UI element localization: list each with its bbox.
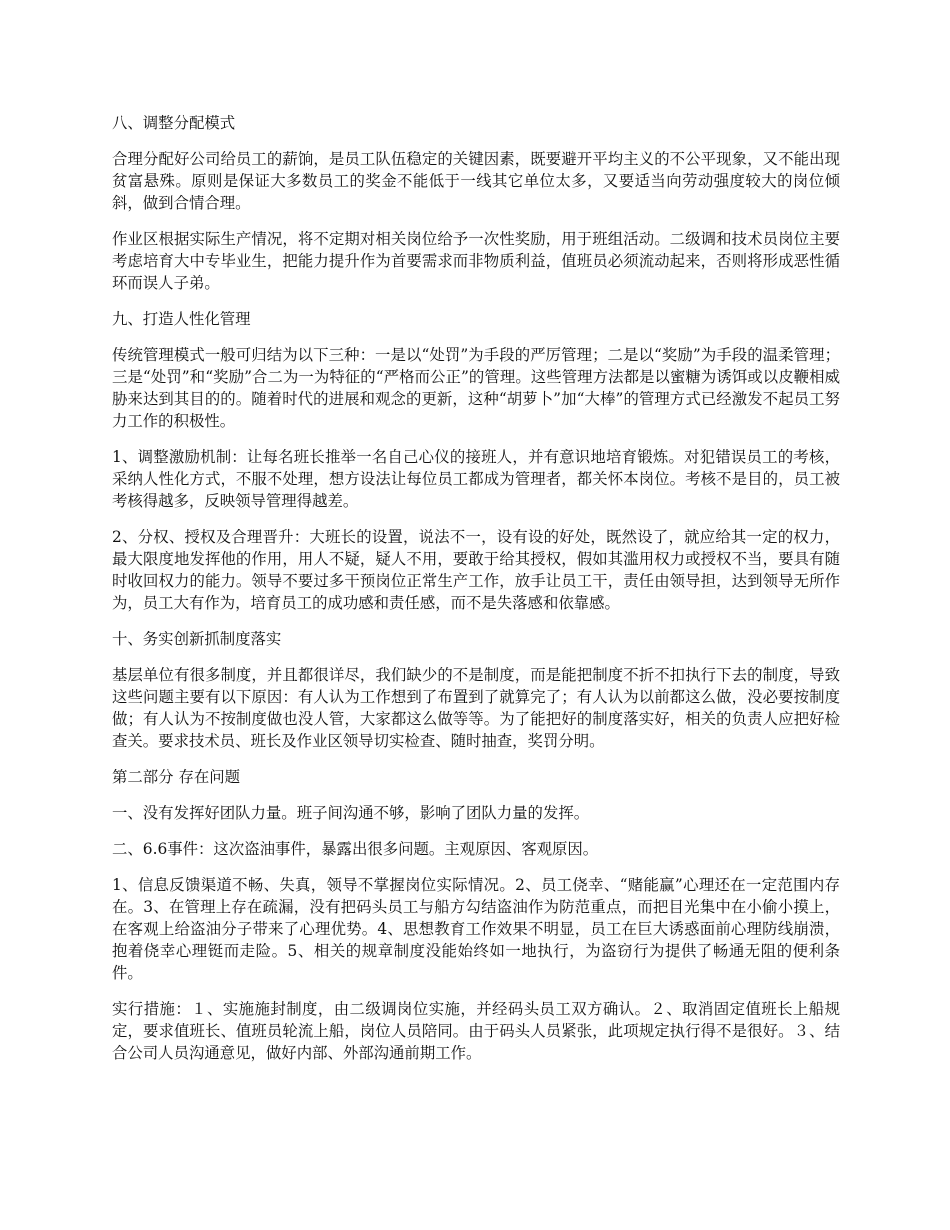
paragraph-salary-distribution: 合理分配好公司给员工的薪饷，是员工队伍稳定的关键因素，既要避开平均主义的不公平现象，又不能出现贫富悬殊。原则是保证大多数员工的奖金不能低于一线其它单位太多，又要适当向劳动强度较大的岗位倾斜，做到合情合理。 bbox=[112, 150, 840, 212]
paragraph-delegation: 2、分权、授权及合理晋升：大班长的设置，说法不一，设有设的好处，既然设了，就应给其一定的权力，最大限度地发挥他的作用，用人不疑，疑人不用，要敢于给其授权，假如其滥用权力或授权不当，要具有随时收回权力的能力。领导不要过多干预岗位正常生产工作，放手让员工干，责任由领导担，达到领导无所作为，员工大有作为，培育员工的成功感和责任感，而不是失落感和依靠感。 bbox=[112, 528, 840, 612]
paragraph-traditional-management: 传统管理模式一般可归结为以下三种：一是以“处罚”为手段的严厉管理；二是以“奖励”为手段的温柔管理；三是“处罚”和“奖励”合二为一为特征的“严格而公正”的管理。这些管理方法都是以蜜糖为诱饵或以皮鞭相威胁来达到其目的的。随着时代的进展和观念的更新，这种“胡萝卜”加“大棒”的管理方式已经激发不起员工努力工作的积极性。 bbox=[112, 346, 840, 430]
section-heading-9: 九、打造人性化管理 bbox=[112, 310, 251, 328]
paragraph-one-time-reward: 作业区根据实际生产情况，将不定期对相关岗位给予一次性奖励，用于班组活动。二级调和技术员岗位主要考虑培育大中专毕业生，把能力提升作为首要需求而非物质利益，值班员必须流动起来，否则将形成恶性循环而误人子弟。 bbox=[112, 230, 840, 292]
paragraph-incentive-mechanism: 1、调整激励机制：让每名班长推举一名自己心仪的接班人，并有意识地培育锻炼。对犯错误员工的考核，采纳人性化方式，不服不处理，想方设法让每位员工都成为管理者，都关怀本岗位。考核不是目的，员工被考核得越多，反映领导管理得越差。 bbox=[112, 448, 840, 510]
paragraph-team-strength: 一、没有发挥好团队力量。班子间沟通不够，影响了团队力量的发挥。 bbox=[112, 804, 590, 822]
part-two-heading: 第二部分 存在问题 bbox=[112, 768, 241, 786]
section-heading-10: 十、务实创新抓制度落实 bbox=[112, 630, 282, 648]
paragraph-measures: 实行措施：１、实施施封制度，由二级调岗位实施，并经码头员工双方确认。２、取消固定值班长上船规定，要求值班长、值班员轮流上船，岗位人员陪同。由于码头人员紧张，此项规定执行得不是很好。３、结合公司人员沟通意见，做好内部、外部沟通前期工作。 bbox=[112, 1000, 840, 1062]
section-heading-8: 八、调整分配模式 bbox=[112, 114, 236, 132]
paragraph-causes-list: 1、信息反馈渠道不畅、失真，领导不掌握岗位实际情况。2、员工侥幸、“赌能赢”心理还在一定范围内存在。3、在管理上存在疏漏，没有把码头员工与船方勾结盗油作为防范重点，而把目光集中在小偷小摸上，在客观上给盗油分子带来了心理优势。4、思想教育工作效果不明显，员工在巨大诱惑面前心理防线崩溃，抱着侥幸心理铤而走险。5、相关的规章制度没能始终如一地执行，为盗窃行为提供了畅通无阻的便利条件。 bbox=[112, 876, 840, 982]
paragraph-oil-theft-event: 二、6.6事件：这次盗油事件，暴露出很多问题。主观原因、客观原因。 bbox=[112, 840, 599, 858]
paragraph-system-implementation: 基层单位有很多制度，并且都很详尽，我们缺少的不是制度，而是能把制度不折不扣执行下去的制度，导致这些问题主要有以下原因：有人认为工作想到了布置到了就算完了；有人认为以前都这么做，没必要按制度做；有人认为不按制度做也没人管，大家都这么做等等。为了能把好的制度落实好，相关的负责人应把好检查关。要求技术员、班长及作业区领导切实检查、随时抽查，奖罚分明。 bbox=[112, 666, 840, 750]
document-page bbox=[112, 112, 840, 1078]
